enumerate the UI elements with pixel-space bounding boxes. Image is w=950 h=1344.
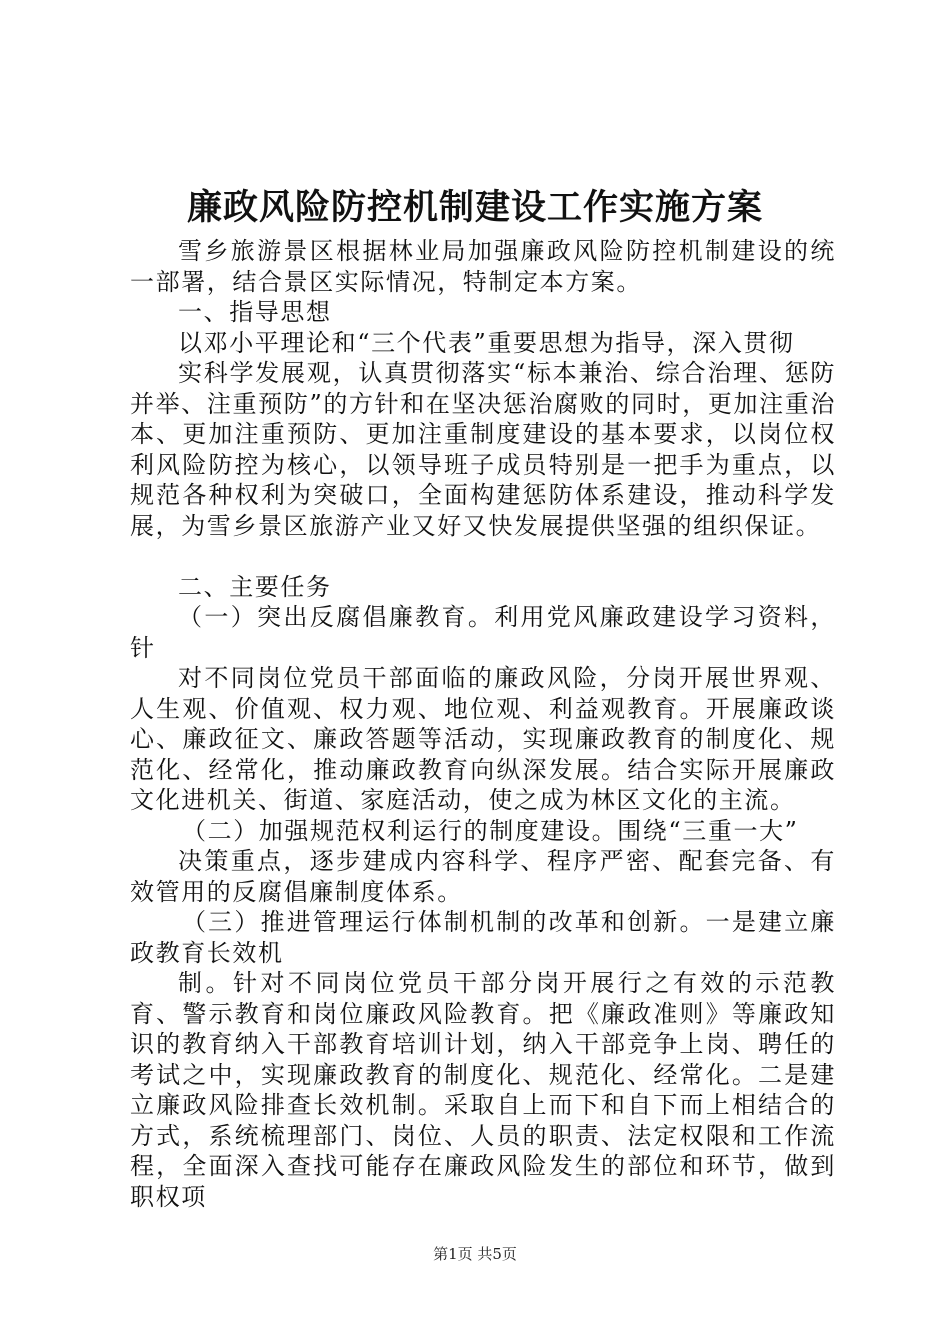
paragraph-task-3-body: 制。针对不同岗位党员干部分岗开展行之有效的示范教育、警示教育和岗位廉政风险教育。把《廉政准则》等廉政知识的教育纳入干部教育培训计划，纳入干部竞争上岗、聘任的考试之中，实现廉政教育的制度化、规范化、经常化。二是建立廉政风险排查长效机制。采取自上而下和自下而上相结合的方式，系统梳理部门、岗位、人员的职责、法定权限和工作流程，全面深入查找可能存在廉政风险发生的部位和环节，做到职权项 [130,969,836,1211]
document-body [130,236,836,1212]
paragraph-task-3-lead: （三）推进管理运行体制机制的改革和创新。一是建立廉政教育长效机 [130,908,836,967]
page-footer: 第1页 共5页 [433,1245,517,1263]
document-title: 廉政风险防控机制建设工作实施方案 [186,187,763,228]
paragraph-task-1-lead: （一）突出反腐倡廉教育。利用党风廉政建设学习资料，针 [130,603,836,662]
section-heading-guiding-ideology: 一、指导思想 [178,298,332,326]
paragraph-task-2-body: 决策重点，逐步建成内容科学、程序严密、配套完备、有效管用的反腐倡廉制度体系。 [130,847,836,906]
paragraph-task-1-body: 对不同岗位党员干部面临的廉政风险，分岗开展世界观、人生观、价值观、权力观、地位观、利益观教育。开展廉政谈心、廉政征文、廉政答题等活动，实现廉政教育的制度化、规范化、经常化，推动廉政教育向纵深发展。结合实际开展廉政文化进机关、街道、家庭活动，使之成为林区文化的主流。 [130,664,836,814]
paragraph-spacer [130,541,836,572]
paragraph-intro: 雪乡旅游景区根据林业局加强廉政风险防控机制建设的统一部署，结合景区实际情况，特制定本方案。 [130,237,836,296]
section-heading-main-tasks: 二、主要任务 [178,572,332,601]
paragraph-guiding-ideology-line: 以邓小平理论和“三个代表”重要思想为指导，深入贯彻 [178,328,795,357]
paragraph-task-2-lead: （二）加强规范权利运行的制度建设。围绕“三重一大” [182,816,799,845]
paragraph-guiding-ideology-body: 实科学发展观，认真贯彻落实“标本兼治、综合治理、惩防并举、注重预防”的方针和在坚决惩治腐败的同时，更加注重治本、更加注重预防、更加注重制度建设的基本要求，以岗位权利风险防控为核心，以领导班子成员特别是一把手为重点，以规范各种权利为突破口，全面构建惩防体系建设，推动科学发展，为雪乡景区旅游产业又好又快发展提供坚强的组织保证。 [130,359,836,540]
